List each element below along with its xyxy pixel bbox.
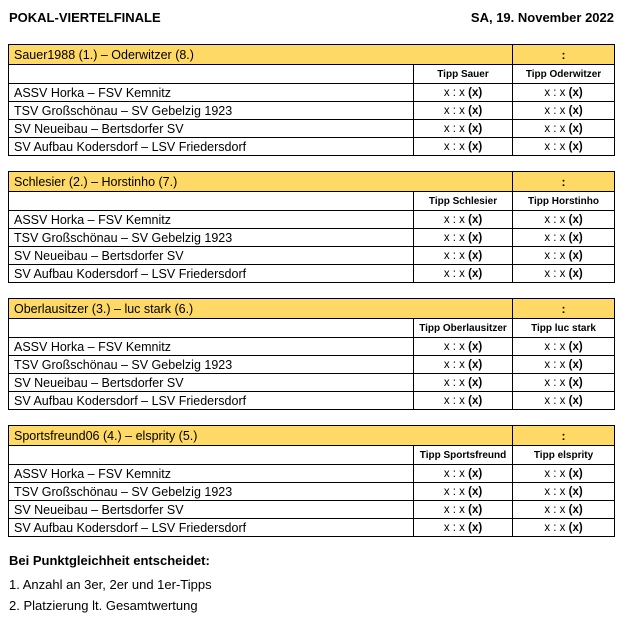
tip-value-cell	[513, 138, 615, 156]
match-row	[9, 483, 615, 501]
empty-cell	[9, 446, 414, 465]
tip-value-cell	[414, 265, 513, 283]
tip-value-cell	[513, 120, 615, 138]
match-row	[9, 338, 615, 356]
tip-value-cell	[513, 338, 615, 356]
tip-value-cell	[513, 265, 615, 283]
tip-value-cell	[513, 465, 615, 483]
match-name: TSV Großschönau – SV Gebelzig 1923	[9, 229, 414, 247]
tip-value-cell	[513, 374, 615, 392]
match-row	[9, 138, 615, 156]
match-row	[9, 465, 615, 483]
pairing-colon: :	[513, 426, 615, 446]
pairing-header-row	[9, 172, 615, 192]
tip-column-header-1: Tipp Schlesier	[414, 192, 513, 211]
tip-value-cell	[513, 392, 615, 410]
tip-value-cell	[414, 465, 513, 483]
tiebreaker-rule-2: 2. Platzierung lt. Gesamtwertung	[9, 598, 198, 613]
tip-score: x : x	[443, 521, 465, 534]
tip-score: x : x	[544, 394, 566, 407]
tip-value-cell	[513, 356, 615, 374]
page-date: SA, 19. November 2022	[470, 10, 614, 25]
match-name: SV Neueibau – Bertsdorfer SV	[9, 374, 414, 392]
empty-cell	[9, 319, 414, 338]
tip-score-bold: (x)	[468, 485, 483, 498]
tip-score-bold: (x)	[468, 340, 483, 353]
tip-score-bold: (x)	[468, 104, 483, 117]
match-name: SV Neueibau – Bertsdorfer SV	[9, 120, 414, 138]
tip-score-bold: (x)	[568, 503, 583, 516]
pairing-colon: :	[513, 45, 615, 65]
tip-score: x : x	[544, 140, 566, 153]
document	[0, 10, 623, 616]
tip-score-bold: (x)	[468, 467, 483, 480]
tip-score-bold: (x)	[568, 86, 583, 99]
tip-score-bold: (x)	[468, 140, 483, 153]
tip-score: x : x	[544, 231, 566, 244]
tip-value-cell	[414, 120, 513, 138]
tip-score: x : x	[443, 213, 465, 226]
tip-value-cell	[414, 356, 513, 374]
tiebreaker-note	[9, 552, 623, 616]
match-row	[9, 392, 615, 410]
tip-score-bold: (x)	[468, 394, 483, 407]
match-row	[9, 374, 615, 392]
match-name: TSV Großschönau – SV Gebelzig 1923	[9, 102, 414, 120]
tip-score-bold: (x)	[468, 503, 483, 516]
pairing-colon: :	[513, 299, 615, 319]
tip-score-bold: (x)	[468, 86, 483, 99]
match-name: TSV Großschönau – SV Gebelzig 1923	[9, 356, 414, 374]
tip-score-bold: (x)	[568, 140, 583, 153]
match-name: SV Aufbau Kodersdorf – LSV Friedersdorf	[9, 519, 414, 537]
tip-column-header-2: Tipp Oderwitzer	[513, 65, 615, 84]
pairing-table	[8, 171, 615, 283]
match-row	[9, 265, 615, 283]
tip-header-row	[9, 319, 615, 338]
tip-score: x : x	[544, 485, 566, 498]
match-row	[9, 84, 615, 102]
tip-score: x : x	[443, 485, 465, 498]
pairing-table	[8, 44, 615, 156]
match-name: SV Aufbau Kodersdorf – LSV Friedersdorf	[9, 265, 414, 283]
tip-score: x : x	[544, 213, 566, 226]
tip-score-bold: (x)	[568, 122, 583, 135]
tip-value-cell	[513, 229, 615, 247]
match-name: SV Aufbau Kodersdorf – LSV Friedersdorf	[9, 392, 414, 410]
match-row	[9, 229, 615, 247]
tip-column-header-2: Tipp Horstinho	[513, 192, 615, 211]
tip-score: x : x	[443, 249, 465, 262]
tip-value-cell	[513, 247, 615, 265]
tip-value-cell	[513, 84, 615, 102]
tip-score: x : x	[443, 122, 465, 135]
match-row	[9, 501, 615, 519]
tip-score-bold: (x)	[468, 358, 483, 371]
tip-score-bold: (x)	[468, 122, 483, 135]
tip-value-cell	[414, 392, 513, 410]
tip-score: x : x	[544, 467, 566, 480]
tip-value-cell	[414, 501, 513, 519]
tip-score-bold: (x)	[568, 485, 583, 498]
tip-score: x : x	[443, 358, 465, 371]
pairing-title: Sportsfreund06 (4.) – elsprity (5.)	[9, 426, 513, 446]
tip-score-bold: (x)	[568, 213, 583, 226]
match-name: ASSV Horka – FSV Kemnitz	[9, 465, 414, 483]
sections-container	[8, 44, 623, 537]
tiebreaker-rule-1: 1. Anzahl an 3er, 2er und 1er-Tipps	[9, 577, 212, 592]
tip-value-cell	[414, 229, 513, 247]
tip-value-cell	[414, 138, 513, 156]
match-row	[9, 519, 615, 537]
pairing-title: Oberlausitzer (3.) – luc stark (6.)	[9, 299, 513, 319]
tip-score-bold: (x)	[568, 394, 583, 407]
tip-header-row	[9, 65, 615, 84]
tip-value-cell	[414, 247, 513, 265]
tip-score-bold: (x)	[568, 467, 583, 480]
page-title: POKAL-VIERTELFINALE	[9, 10, 161, 25]
tip-column-header-1: Tipp Sportsfreund	[414, 446, 513, 465]
tip-score: x : x	[443, 140, 465, 153]
tip-column-header-2: Tipp elsprity	[513, 446, 615, 465]
document-header	[9, 10, 614, 26]
tip-score-bold: (x)	[568, 358, 583, 371]
pairing-title: Schlesier (2.) – Horstinho (7.)	[9, 172, 513, 192]
tip-score-bold: (x)	[468, 521, 483, 534]
tip-score-bold: (x)	[468, 231, 483, 244]
tip-score: x : x	[443, 231, 465, 244]
tip-score: x : x	[544, 267, 566, 280]
tip-score-bold: (x)	[568, 340, 583, 353]
tip-value-cell	[513, 102, 615, 120]
pairing-header-row	[9, 299, 615, 319]
pairing-table	[8, 298, 615, 410]
tip-score: x : x	[443, 340, 465, 353]
tip-value-cell	[513, 211, 615, 229]
pairing-table	[8, 425, 615, 537]
match-name: ASSV Horka – FSV Kemnitz	[9, 84, 414, 102]
tip-score: x : x	[544, 340, 566, 353]
tip-score: x : x	[544, 376, 566, 389]
match-row	[9, 247, 615, 265]
tip-value-cell	[414, 84, 513, 102]
tip-column-header-2: Tipp luc stark	[513, 319, 615, 338]
tip-score: x : x	[544, 104, 566, 117]
tip-value-cell	[513, 501, 615, 519]
tip-column-header-1: Tipp Oberlausitzer	[414, 319, 513, 338]
tip-score-bold: (x)	[468, 267, 483, 280]
match-name: TSV Großschönau – SV Gebelzig 1923	[9, 483, 414, 501]
tip-value-cell	[414, 211, 513, 229]
tip-value-cell	[513, 519, 615, 537]
tip-score: x : x	[443, 503, 465, 516]
tip-score: x : x	[443, 394, 465, 407]
empty-cell	[9, 192, 414, 211]
tip-column-header-1: Tipp Sauer	[414, 65, 513, 84]
tip-value-cell	[414, 519, 513, 537]
match-row	[9, 356, 615, 374]
tip-score: x : x	[544, 503, 566, 516]
tip-score: x : x	[544, 86, 566, 99]
tip-header-row	[9, 192, 615, 211]
tip-score-bold: (x)	[568, 267, 583, 280]
tip-score: x : x	[443, 376, 465, 389]
tip-score: x : x	[443, 267, 465, 280]
tip-score: x : x	[443, 467, 465, 480]
tip-score: x : x	[544, 521, 566, 534]
pairing-colon: :	[513, 172, 615, 192]
tip-value-cell	[414, 374, 513, 392]
match-name: SV Neueibau – Bertsdorfer SV	[9, 247, 414, 265]
tip-score-bold: (x)	[568, 521, 583, 534]
tip-score-bold: (x)	[568, 104, 583, 117]
tip-value-cell	[414, 338, 513, 356]
tip-score: x : x	[544, 249, 566, 262]
match-name: SV Neueibau – Bertsdorfer SV	[9, 501, 414, 519]
tiebreaker-heading: Bei Punktgleichheit entscheidet:	[9, 553, 210, 568]
tip-score-bold: (x)	[468, 213, 483, 226]
match-row	[9, 102, 615, 120]
tip-score: x : x	[443, 104, 465, 117]
match-name: ASSV Horka – FSV Kemnitz	[9, 338, 414, 356]
tip-value-cell	[513, 483, 615, 501]
match-name: SV Aufbau Kodersdorf – LSV Friedersdorf	[9, 138, 414, 156]
empty-cell	[9, 65, 414, 84]
match-name: ASSV Horka – FSV Kemnitz	[9, 211, 414, 229]
tip-value-cell	[414, 102, 513, 120]
tip-score: x : x	[443, 86, 465, 99]
tip-header-row	[9, 446, 615, 465]
tip-value-cell	[414, 483, 513, 501]
pairing-header-row	[9, 45, 615, 65]
tip-score: x : x	[544, 358, 566, 371]
tip-score-bold: (x)	[568, 249, 583, 262]
tip-score: x : x	[544, 122, 566, 135]
tip-score-bold: (x)	[468, 249, 483, 262]
pairing-header-row	[9, 426, 615, 446]
match-row	[9, 120, 615, 138]
tip-score-bold: (x)	[568, 376, 583, 389]
match-row	[9, 211, 615, 229]
tip-score-bold: (x)	[568, 231, 583, 244]
tip-score-bold: (x)	[468, 376, 483, 389]
pairing-title: Sauer1988 (1.) – Oderwitzer (8.)	[9, 45, 513, 65]
